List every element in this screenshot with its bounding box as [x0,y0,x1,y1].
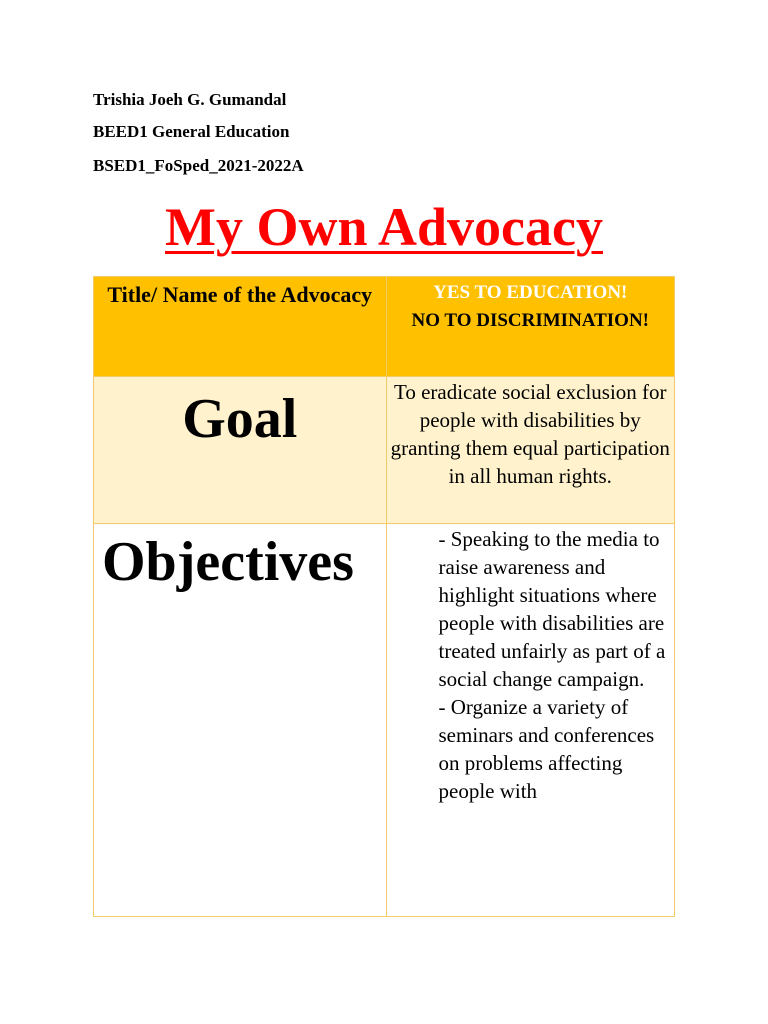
title-value-cell [386,277,675,377]
goal-text: To eradicate social exclusion for people with disabilities by granting them equal participation in all human rights. [390,380,670,488]
table-row-goal [94,377,675,524]
advocacy-table [93,276,675,917]
title-label: Title/ Name of the Advocacy [107,282,373,307]
author-name: Trishia Joeh G. Gumandal [93,90,287,109]
objectives-label-cell [94,524,387,917]
advocacy-name [387,277,675,335]
table-row-objectives [94,524,675,917]
goal-label-cell [94,377,387,524]
objective-item: - Speaking to the media to raise awareness and highlight situations where people with disabilities are treated unfairly as part of a social change campaign. [438,527,666,691]
goal-label: Goal [182,388,298,450]
advocacy-name-line1: YES TO EDUCATION! [433,282,628,303]
objectives-label: Objectives [102,531,354,593]
table-row-title [94,277,675,377]
title-label-cell [94,277,387,377]
objectives-text-cell [386,524,675,917]
objectives-list [387,524,675,916]
program-name: BEED1 General Education [93,122,290,141]
advocacy-name-line2: NO TO DISCRIMINATION! [411,310,650,331]
document-title: My Own Advocacy [165,197,603,257]
objective-item: - Organize a variety of seminars and conferences on problems affecting people with [438,695,655,803]
section-code: BSED1_FoSped_2021-2022A [93,156,304,175]
goal-text-cell [386,377,675,524]
